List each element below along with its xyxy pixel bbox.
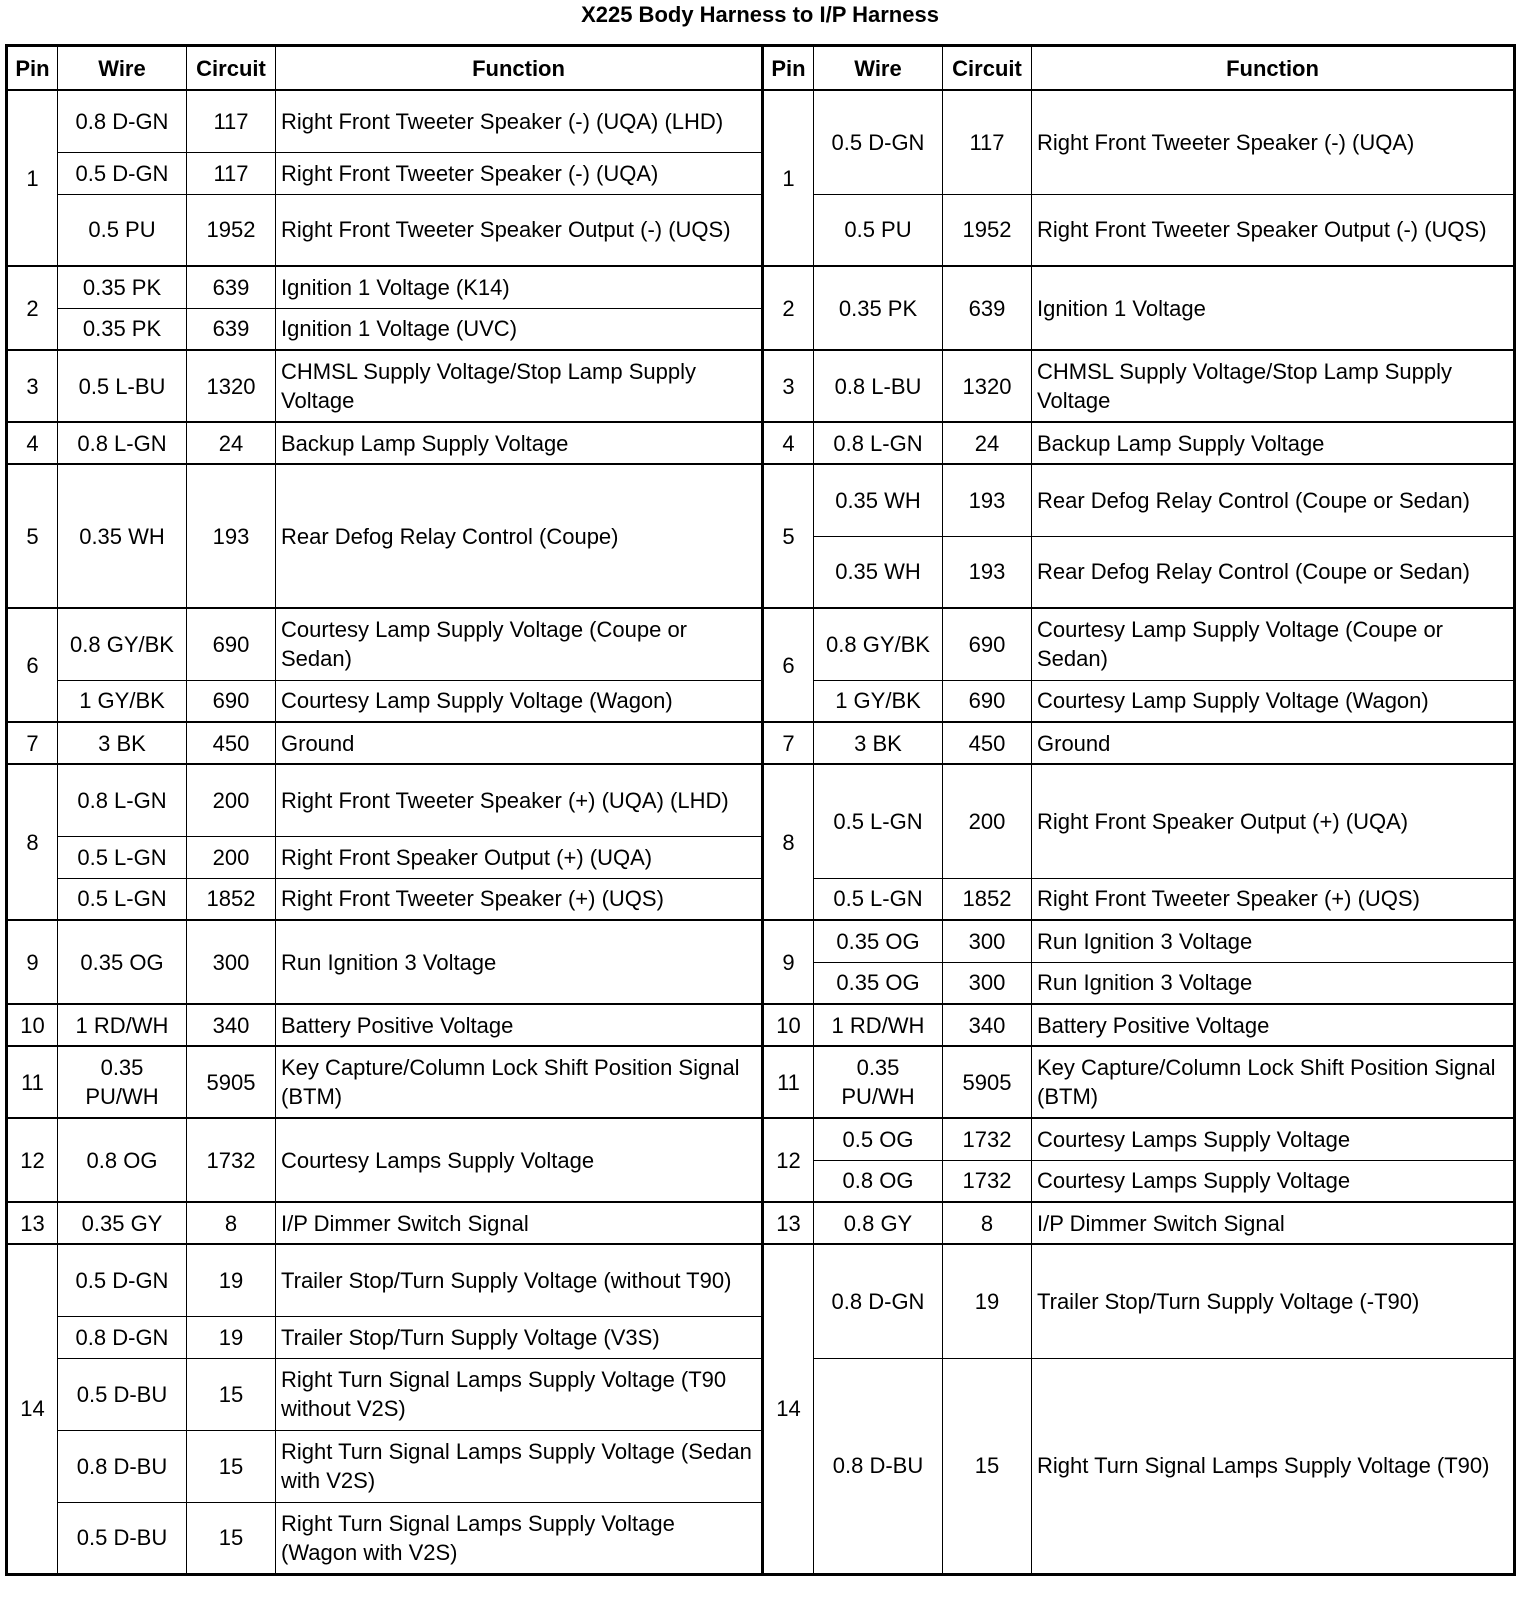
wire-cell: 0.8 L-BU <box>814 350 943 422</box>
circuit-cell: 15 <box>943 1358 1032 1574</box>
wire-cell: 1 GY/BK <box>814 680 943 722</box>
circuit-cell: 19 <box>187 1244 276 1316</box>
wire-cell: 0.35 GY <box>58 1202 187 1244</box>
table-row <box>7 878 1515 920</box>
pin-cell: 5 <box>7 464 58 608</box>
circuit-cell: 690 <box>187 680 276 722</box>
circuit-cell: 300 <box>943 962 1032 1004</box>
table-row <box>7 1004 1515 1046</box>
function-cell: Ignition 1 Voltage <box>1032 266 1515 350</box>
pin-cell: 14 <box>763 1244 814 1574</box>
function-cell: Courtesy Lamp Supply Voltage (Wagon) <box>276 680 763 722</box>
wire-cell: 0.8 L-GN <box>58 764 187 836</box>
wire-cell: 0.5 D-GN <box>58 152 187 194</box>
function-cell: Right Front Tweeter Speaker (+) (UQS) <box>1032 878 1515 920</box>
circuit-cell: 5905 <box>943 1046 1032 1118</box>
function-cell: Trailer Stop/Turn Supply Voltage (-T90) <box>1032 1244 1515 1358</box>
pin-cell: 9 <box>7 920 58 1004</box>
wire-cell: 0.5 L-GN <box>814 764 943 878</box>
wire-cell: 3 BK <box>58 722 187 764</box>
wire-cell: 0.8 D-BU <box>814 1358 943 1574</box>
circuit-cell: 117 <box>943 90 1032 194</box>
table-row <box>7 1118 1515 1160</box>
function-cell: Trailer Stop/Turn Supply Voltage (without T90) <box>276 1244 763 1316</box>
pin-cell: 3 <box>7 350 58 422</box>
table-row <box>7 464 1515 536</box>
circuit-cell: 450 <box>943 722 1032 764</box>
wire-cell: 0.8 OG <box>814 1160 943 1202</box>
wire-cell: 0.35 OG <box>814 920 943 962</box>
function-cell: Right Turn Signal Lamps Supply Voltage (Wagon with V2S) <box>276 1502 763 1574</box>
circuit-cell: 1320 <box>943 350 1032 422</box>
function-cell: Right Front Tweeter Speaker (-) (UQA) <box>1032 90 1515 194</box>
header-pin: Pin <box>763 46 814 91</box>
pin-cell: 8 <box>763 764 814 920</box>
function-cell: CHMSL Supply Voltage/Stop Lamp Supply Voltage <box>1032 350 1515 422</box>
pin-cell: 6 <box>763 608 814 722</box>
pin-cell: 7 <box>7 722 58 764</box>
pin-cell: 11 <box>7 1046 58 1118</box>
page-title: X225 Body Harness to I/P Harness <box>581 2 939 27</box>
circuit-cell: 1852 <box>187 878 276 920</box>
pin-cell: 7 <box>763 722 814 764</box>
function-cell: Key Capture/Column Lock Shift Position Signal (BTM) <box>1032 1046 1515 1118</box>
table-row <box>7 422 1515 464</box>
wire-cell: 0.8 GY <box>814 1202 943 1244</box>
header-function: Function <box>276 46 763 91</box>
header-wire: Wire <box>814 46 943 91</box>
wire-cell: 0.5 L-GN <box>58 836 187 878</box>
function-cell: Right Front Tweeter Speaker (+) (UQS) <box>276 878 763 920</box>
function-cell: Ground <box>276 722 763 764</box>
pin-cell: 3 <box>763 350 814 422</box>
function-cell: Run Ignition 3 Voltage <box>1032 962 1515 1004</box>
pin-cell: 10 <box>7 1004 58 1046</box>
circuit-cell: 15 <box>187 1358 276 1430</box>
wire-cell: 0.8 D-GN <box>58 90 187 152</box>
circuit-cell: 193 <box>187 464 276 608</box>
function-cell: Trailer Stop/Turn Supply Voltage (V3S) <box>276 1316 763 1358</box>
function-cell: Courtesy Lamps Supply Voltage <box>276 1118 763 1202</box>
circuit-cell: 340 <box>943 1004 1032 1046</box>
table-row <box>7 266 1515 308</box>
wire-cell: 0.8 D-GN <box>58 1316 187 1358</box>
function-cell: I/P Dimmer Switch Signal <box>1032 1202 1515 1244</box>
header-wire: Wire <box>58 46 187 91</box>
circuit-cell: 15 <box>187 1502 276 1574</box>
circuit-cell: 690 <box>943 608 1032 680</box>
wire-cell: 0.5 L-GN <box>814 878 943 920</box>
circuit-cell: 8 <box>943 1202 1032 1244</box>
wire-cell: 0.5 L-GN <box>58 878 187 920</box>
circuit-cell: 24 <box>943 422 1032 464</box>
function-cell: Right Turn Signal Lamps Supply Voltage (T90 without V2S) <box>276 1358 763 1430</box>
table-row <box>7 350 1515 422</box>
wire-cell: 0.8 L-GN <box>58 422 187 464</box>
wire-cell: 0.35 OG <box>814 962 943 1004</box>
circuit-cell: 1852 <box>943 878 1032 920</box>
function-cell: Rear Defog Relay Control (Coupe or Sedan) <box>1032 464 1515 536</box>
wire-cell: 0.5 D-GN <box>58 1244 187 1316</box>
pin-cell: 2 <box>7 266 58 350</box>
circuit-cell: 117 <box>187 152 276 194</box>
function-cell: Backup Lamp Supply Voltage <box>276 422 763 464</box>
wire-cell: 0.35 PK <box>814 266 943 350</box>
function-cell: Rear Defog Relay Control (Coupe) <box>276 464 763 608</box>
wire-cell: 3 BK <box>814 722 943 764</box>
function-cell: Ignition 1 Voltage (K14) <box>276 266 763 308</box>
wire-cell: 0.8 D-BU <box>58 1430 187 1502</box>
circuit-cell: 19 <box>187 1316 276 1358</box>
circuit-cell: 15 <box>187 1430 276 1502</box>
pin-cell: 5 <box>763 464 814 608</box>
circuit-cell: 340 <box>187 1004 276 1046</box>
circuit-cell: 1320 <box>187 350 276 422</box>
circuit-cell: 450 <box>187 722 276 764</box>
pin-cell: 8 <box>7 764 58 920</box>
header-pin: Pin <box>7 46 58 91</box>
function-cell: Courtesy Lamp Supply Voltage (Wagon) <box>1032 680 1515 722</box>
table-row <box>7 1244 1515 1316</box>
pin-cell: 11 <box>763 1046 814 1118</box>
circuit-cell: 639 <box>187 308 276 350</box>
table-row <box>7 680 1515 722</box>
wire-cell: 0.35 WH <box>814 536 943 608</box>
circuit-cell: 200 <box>187 836 276 878</box>
wire-cell: 0.35 OG <box>58 920 187 1004</box>
wire-cell: 0.5 D-GN <box>814 90 943 194</box>
pin-cell: 12 <box>763 1118 814 1202</box>
wire-cell: 0.8 GY/BK <box>58 608 187 680</box>
function-cell: Right Front Tweeter Speaker (-) (UQA) (LHD) <box>276 90 763 152</box>
function-cell: Key Capture/Column Lock Shift Position Signal (BTM) <box>276 1046 763 1118</box>
table-row <box>7 608 1515 680</box>
header-circuit: Circuit <box>943 46 1032 91</box>
wire-cell: 0.8 GY/BK <box>814 608 943 680</box>
wire-cell: 0.8 D-GN <box>814 1244 943 1358</box>
table-row <box>7 764 1515 836</box>
pin-cell: 6 <box>7 608 58 722</box>
pin-cell: 4 <box>763 422 814 464</box>
function-cell: CHMSL Supply Voltage/Stop Lamp Supply Voltage <box>276 350 763 422</box>
pin-cell: 10 <box>763 1004 814 1046</box>
table-row <box>7 1046 1515 1118</box>
circuit-cell: 200 <box>943 764 1032 878</box>
wire-cell: 1 RD/WH <box>58 1004 187 1046</box>
table-row <box>7 194 1515 266</box>
circuit-cell: 300 <box>187 920 276 1004</box>
pin-cell: 1 <box>763 90 814 266</box>
wire-cell: 0.35 WH <box>814 464 943 536</box>
function-cell: Battery Positive Voltage <box>1032 1004 1515 1046</box>
function-cell: Run Ignition 3 Voltage <box>276 920 763 1004</box>
header-function: Function <box>1032 46 1515 91</box>
table-row <box>7 1358 1515 1430</box>
pin-cell: 12 <box>7 1118 58 1202</box>
table-row <box>7 1202 1515 1244</box>
wire-cell: 0.35 PU/WH <box>58 1046 187 1118</box>
circuit-cell: 639 <box>943 266 1032 350</box>
circuit-cell: 19 <box>943 1244 1032 1358</box>
circuit-cell: 200 <box>187 764 276 836</box>
pin-cell: 4 <box>7 422 58 464</box>
circuit-cell: 24 <box>187 422 276 464</box>
circuit-cell: 1732 <box>943 1118 1032 1160</box>
function-cell: Run Ignition 3 Voltage <box>1032 920 1515 962</box>
wire-cell: 0.5 D-BU <box>58 1502 187 1574</box>
circuit-cell: 1952 <box>943 194 1032 266</box>
function-cell: Courtesy Lamps Supply Voltage <box>1032 1118 1515 1160</box>
header-row <box>7 46 1515 91</box>
circuit-cell: 690 <box>187 608 276 680</box>
wire-cell: 0.8 OG <box>58 1118 187 1202</box>
pin-cell: 14 <box>7 1244 58 1574</box>
circuit-cell: 1732 <box>187 1118 276 1202</box>
wire-cell: 1 GY/BK <box>58 680 187 722</box>
pin-cell: 13 <box>7 1202 58 1244</box>
function-cell: Right Front Tweeter Speaker (-) (UQA) <box>276 152 763 194</box>
function-cell: Courtesy Lamps Supply Voltage <box>1032 1160 1515 1202</box>
wire-cell: 0.5 L-BU <box>58 350 187 422</box>
table-row <box>7 90 1515 152</box>
function-cell: Right Front Tweeter Speaker Output (-) (UQS) <box>1032 194 1515 266</box>
function-cell: Backup Lamp Supply Voltage <box>1032 422 1515 464</box>
pin-cell: 9 <box>763 920 814 1004</box>
circuit-cell: 690 <box>943 680 1032 722</box>
circuit-cell: 8 <box>187 1202 276 1244</box>
function-cell: Right Front Tweeter Speaker Output (-) (UQS) <box>276 194 763 266</box>
table-row <box>7 920 1515 962</box>
wire-cell: 0.5 PU <box>814 194 943 266</box>
circuit-cell: 1952 <box>187 194 276 266</box>
function-cell: Courtesy Lamp Supply Voltage (Coupe or Sedan) <box>276 608 763 680</box>
circuit-cell: 5905 <box>187 1046 276 1118</box>
header-circuit: Circuit <box>187 46 276 91</box>
wire-cell: 1 RD/WH <box>814 1004 943 1046</box>
connector-table <box>5 44 1516 1576</box>
wire-cell: 0.35 PK <box>58 308 187 350</box>
function-cell: Battery Positive Voltage <box>276 1004 763 1046</box>
circuit-cell: 300 <box>943 920 1032 962</box>
function-cell: Right Front Speaker Output (+) (UQA) <box>1032 764 1515 878</box>
pin-cell: 13 <box>763 1202 814 1244</box>
function-cell: Rear Defog Relay Control (Coupe or Sedan) <box>1032 536 1515 608</box>
circuit-cell: 193 <box>943 464 1032 536</box>
wire-cell: 0.5 D-BU <box>58 1358 187 1430</box>
function-cell: Right Front Speaker Output (+) (UQA) <box>276 836 763 878</box>
pin-cell: 1 <box>7 90 58 266</box>
function-cell: Right Front Tweeter Speaker (+) (UQA) (LHD) <box>276 764 763 836</box>
function-cell: Ignition 1 Voltage (UVC) <box>276 308 763 350</box>
function-cell: Right Turn Signal Lamps Supply Voltage (Sedan with V2S) <box>276 1430 763 1502</box>
wire-cell: 0.5 OG <box>814 1118 943 1160</box>
wire-cell: 0.35 PU/WH <box>814 1046 943 1118</box>
circuit-cell: 117 <box>187 90 276 152</box>
circuit-cell: 193 <box>943 536 1032 608</box>
pin-cell: 2 <box>763 266 814 350</box>
wire-cell: 0.35 WH <box>58 464 187 608</box>
table-row <box>7 722 1515 764</box>
function-cell: Ground <box>1032 722 1515 764</box>
wire-cell: 0.35 PK <box>58 266 187 308</box>
circuit-cell: 1732 <box>943 1160 1032 1202</box>
function-cell: Right Turn Signal Lamps Supply Voltage (T90) <box>1032 1358 1515 1574</box>
function-cell: Courtesy Lamp Supply Voltage (Coupe or Sedan) <box>1032 608 1515 680</box>
circuit-cell: 639 <box>187 266 276 308</box>
wire-cell: 0.8 L-GN <box>814 422 943 464</box>
function-cell: I/P Dimmer Switch Signal <box>276 1202 763 1244</box>
wire-cell: 0.5 PU <box>58 194 187 266</box>
